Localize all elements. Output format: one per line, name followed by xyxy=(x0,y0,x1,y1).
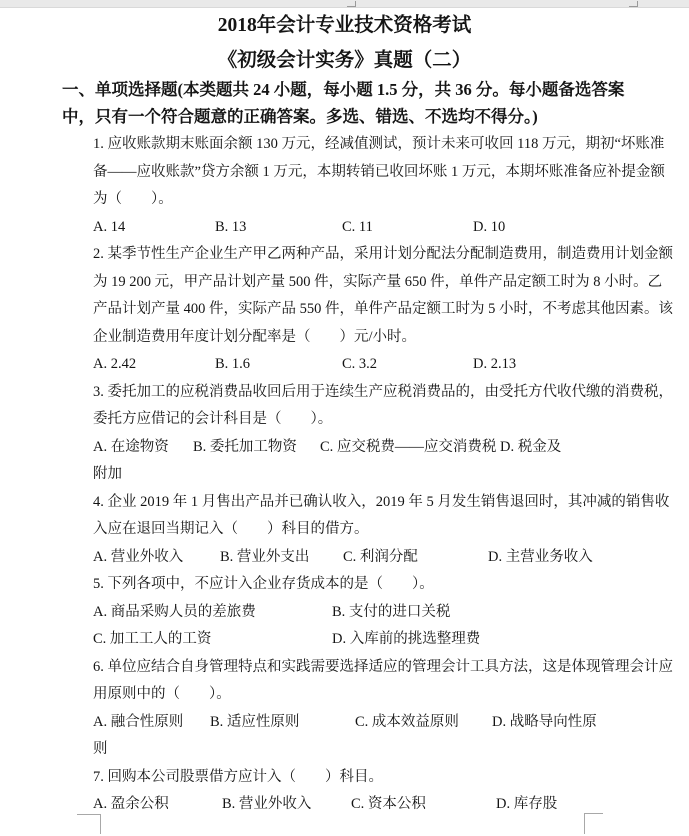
question-text-line-q2 xyxy=(93,241,673,269)
option-line-q6 xyxy=(93,709,653,737)
document-title-line2: 《初级会计实务》真题（二） xyxy=(217,50,472,71)
question-text-line-q5 xyxy=(93,571,653,599)
question-text-line-q4 xyxy=(93,489,670,517)
text-boundary-mark-bottom-right xyxy=(584,813,603,834)
question-text-run: 1. 应收账款期末账面余额 130 万元，经减值测试，预计未来可收回 118 万元，期初“坏账准 xyxy=(93,136,665,152)
option-item: B. 1.6 xyxy=(215,356,251,372)
option-item: B. 营业外收入 xyxy=(222,796,312,812)
question-text-run: 企业制造费用年度计划分配率是（ ）元/小时。 xyxy=(93,328,417,345)
question-text-run: 3. 委托加工的应税消费品收回后用于连续生产应税消费品的，由受托方代收代缴的消费税， xyxy=(93,383,673,400)
option-line-q5 xyxy=(93,626,653,654)
option-item: C. 资本公积 xyxy=(351,796,426,812)
option-item: 则 xyxy=(93,741,108,757)
option-item: C. 利润分配 xyxy=(343,548,418,565)
question-text-line-q4 xyxy=(93,516,653,544)
question-text-line-q1 xyxy=(93,186,653,214)
text-boundary-mark-top-2 xyxy=(629,1,638,7)
document-title-line1: 2018年会计专业技术资格考试 xyxy=(217,15,472,36)
question-text-run: 5. 下列各项中，不应计入企业存货成本的是（ ）。 xyxy=(93,576,434,592)
option-line-q1 xyxy=(93,214,653,242)
option-item: C. 成本效益原则 xyxy=(355,713,459,730)
question-text-line-q1 xyxy=(93,159,665,187)
option-item: A. 融合性原则 xyxy=(93,713,184,730)
page-gap xyxy=(0,0,689,8)
option-item: C. 应交税费——应交消费税 xyxy=(320,438,497,455)
question-text-run: 为（ ）。 xyxy=(93,191,173,207)
question-text-run: 2. 某季节性生产企业生产甲乙两种产品，采用计划分配法分配制造费用，制造费用计划金额 xyxy=(93,246,673,262)
option-item: 附加 xyxy=(93,466,122,482)
question-text-run: 7. 回购本公司股票借方应计入（ ）科目。 xyxy=(93,768,383,785)
option-item: D. 入库前的挑选整理费 xyxy=(332,631,481,647)
text-boundary-mark-top-1 xyxy=(347,1,356,7)
option-item: B. 适应性原则 xyxy=(210,713,300,730)
option-item: B. 营业外支出 xyxy=(220,548,310,565)
question-text-line-q6 xyxy=(93,654,673,682)
option-item: C. 3.2 xyxy=(342,356,378,372)
question-text-run: 用原则中的（ ）。 xyxy=(93,686,231,702)
option-item: D. 战略导向性原 xyxy=(492,713,597,730)
question-text-run: 4. 企业 2019 年 1 月售出产品并已确认收入，2019 年 5 月发生销售退回时，其冲减的销售收 xyxy=(93,493,670,510)
option-item: A. 2.42 xyxy=(93,356,137,372)
question-text-run: 备——应收账款”贷方余额 1 万元，本期转销已收回坏账 1 万元，本期坏账准备应补提金额 xyxy=(93,163,665,180)
option-item: D. 2.13 xyxy=(473,356,517,372)
option-line-q7 xyxy=(93,791,653,819)
option-item: B. 13 xyxy=(215,218,247,235)
option-line-q3 xyxy=(93,461,653,489)
option-line-q6 xyxy=(93,736,653,764)
question-text-line-q6 xyxy=(93,681,653,709)
question-text-run: 产品计划产量 400 件，实际产品 550 件，单件产品定额工时为 5 小时，不考虑其他因素。该 xyxy=(93,301,673,317)
option-line-q4 xyxy=(93,544,653,572)
option-item: A. 在途物资 xyxy=(93,438,169,455)
option-item: D. 库存股 xyxy=(496,796,558,812)
question-text-line-q1 xyxy=(93,131,665,159)
option-item: D. 10 xyxy=(473,218,506,235)
section-header-line2: 中，只有一个符合题意的正确答案。多选、错选、不选均不得分。) xyxy=(62,106,538,126)
option-item: A. 盈余公积 xyxy=(93,796,169,812)
option-line-q5 xyxy=(93,599,653,627)
option-item: D. 主营业务收入 xyxy=(488,548,593,565)
option-item: A. 14 xyxy=(93,218,126,235)
option-item: B. 委托加工物资 xyxy=(193,438,297,455)
question-text-line-q3 xyxy=(93,379,673,407)
questions-container xyxy=(93,131,673,819)
option-item: B. 支付的进口关税 xyxy=(332,603,451,620)
question-text-line-q2 xyxy=(93,269,663,297)
question-text-run: 为 19 200 元，甲产品计划产量 500 件，实际产量 650 件，单件产品定额工时为 8 小时。乙 xyxy=(93,273,663,290)
option-item: C. 加工工人的工资 xyxy=(93,631,212,647)
question-text-line-q2 xyxy=(93,296,673,324)
option-item: A. 营业外收入 xyxy=(93,548,184,565)
question-text-line-q2 xyxy=(93,324,653,352)
option-line-q3 xyxy=(93,434,653,462)
option-item: C. 11 xyxy=(342,218,373,235)
section-header-line1: 一、单项选择题(本类题共 24 小题，每小题 1.5 分，共 36 分。每小题备选答案 xyxy=(62,80,625,99)
section-header xyxy=(62,77,647,130)
option-item: A. 商品采购人员的差旅费 xyxy=(93,603,256,620)
question-text-run: 委托方应借记的会计科目是（ ）。 xyxy=(93,411,333,427)
option-line-q2 xyxy=(93,351,653,379)
question-text-line-q3 xyxy=(93,406,653,434)
question-text-line-q7 xyxy=(93,764,653,792)
text-boundary-mark-bottom-left xyxy=(77,814,101,834)
option-item: D. 税金及 xyxy=(500,438,562,455)
question-text-run: 入应在退回当期记入（ ）科目的借方。 xyxy=(93,521,369,537)
question-text-run: 6. 单位应结合自身管理特点和实践需要选择适应的管理会计工具方法，这是体现管理会计应 xyxy=(93,658,673,675)
